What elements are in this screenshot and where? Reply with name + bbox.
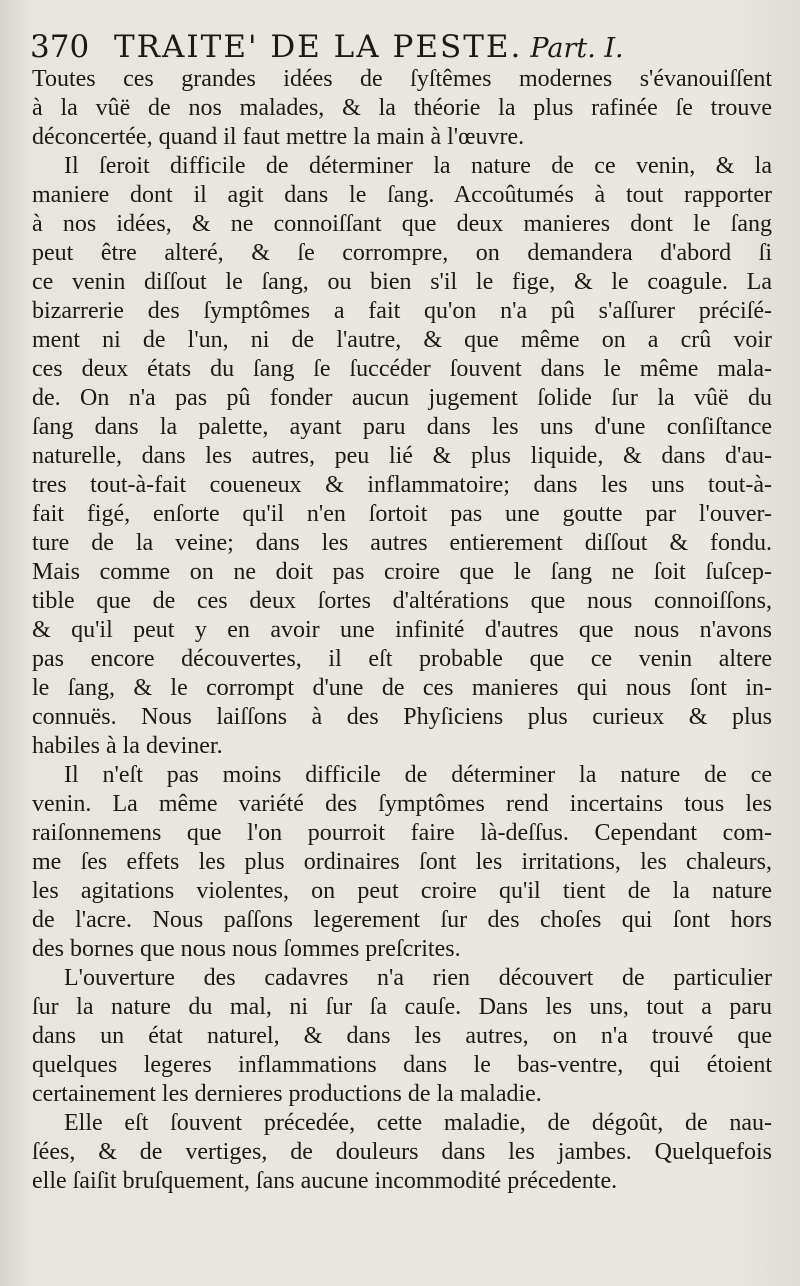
text-line: de. On n'a pas pû fonder aucun jugement ſolide ſur la vûë du bbox=[32, 385, 772, 411]
text-line: tible que de ces deux ſortes d'altérations que nous connoiſſons, bbox=[32, 588, 772, 614]
text-line: Il ſeroit difficile de déterminer la nature de ce venin, & la bbox=[64, 153, 772, 179]
part-label: Part. I. bbox=[530, 33, 624, 64]
text-line: fait figé, enſorte qu'il n'en ſortoit pas une goutte par l'ouver- bbox=[32, 501, 772, 527]
text-line: ture de la veine; dans les autres entierement diſſout & fondu. bbox=[32, 530, 772, 556]
text-line: ſées, & de vertiges, de douleurs dans les jambes. Quelquefois bbox=[32, 1139, 772, 1165]
text-line: & qu'il peut y en avoir une infinité d'autres que nous n'avons bbox=[32, 617, 772, 643]
text-line: tres tout-à-fait coueneux & inflammatoire; dans les uns tout-à- bbox=[32, 472, 772, 498]
text-line: Mais comme on ne doit pas croire que le ſang ne ſoit ſuſcep- bbox=[32, 559, 772, 585]
text-line: ces deux états du ſang ſe ſuccéder ſouvent dans le même mala- bbox=[32, 356, 772, 382]
text-line: à la vûë de nos malades, & la théorie la plus rafinée ſe trouve bbox=[32, 95, 772, 121]
text-line: pas encore découvertes, il eſt probable que ce venin altere bbox=[32, 646, 772, 672]
text-line: le ſang, & le corrompt d'une de ces manieres qui nous ſont in- bbox=[32, 675, 772, 701]
text-line: ſur la nature du mal, ni ſur ſa cauſe. Dans les uns, tout a paru bbox=[32, 994, 772, 1020]
page-number: 370 bbox=[30, 29, 90, 65]
text-line: bizarrerie des ſymptômes a fait qu'on n'a pû s'aſſurer préciſé- bbox=[32, 298, 772, 324]
text-line: peut être alteré, & ſe corrompre, on demandera d'abord ſi bbox=[32, 240, 772, 266]
text-line: ce venin diſſout le ſang, ou bien s'il le fige, & le coagule. La bbox=[32, 269, 772, 295]
text-line: à nos idées, & ne connoiſſant que deux manieres dont le ſang bbox=[32, 211, 772, 237]
text-line: naturelle, dans les autres, peu lié & plus liquide, & dans d'au- bbox=[32, 443, 772, 469]
running-title: TRAITE' DE LA PESTE. bbox=[114, 29, 523, 65]
text-line: des bornes que nous nous ſommes preſcrites. bbox=[32, 936, 461, 962]
text-line: maniere dont il agit dans le ſang. Accoûtumés à tout rapporter bbox=[32, 182, 772, 208]
text-line: connuës. Nous laiſſons à des Phyſiciens plus curieux & plus bbox=[32, 704, 772, 730]
text-line: Toutes ces grandes idées de ſyſtêmes modernes s'évanouiſſent bbox=[32, 66, 772, 92]
body-text bbox=[32, 65, 772, 1196]
text-line: déconcertée, quand il faut mettre la main à l'œuvre. bbox=[32, 124, 525, 150]
text-line: quelques legeres inflammations dans le bas-ventre, qui étoient bbox=[32, 1052, 772, 1078]
text-line: me ſes effets les plus ordinaires ſont les irritations, les chaleurs, bbox=[32, 849, 772, 875]
text-line: certainement les dernieres productions de la maladie. bbox=[32, 1081, 542, 1107]
text-line: ment ni de l'un, ni de l'autre, & que même on a crû voir bbox=[32, 327, 772, 353]
text-line: ſang dans la palette, ayant paru dans les uns d'une conſiſtance bbox=[32, 414, 772, 440]
text-line: dans un état naturel, & dans les autres, on n'a trouvé que bbox=[32, 1023, 772, 1049]
text-line: raiſonnemens que l'on pourroit faire là-deſſus. Cependant com- bbox=[32, 820, 772, 846]
text-line: L'ouverture des cadavres n'a rien découvert de particulier bbox=[64, 965, 772, 991]
text-line: venin. La même variété des ſymptômes rend incertains tous les bbox=[32, 791, 772, 817]
text-line: Elle eſt ſouvent précedée, cette maladie, de dégoût, de nau- bbox=[64, 1110, 772, 1136]
text-line: Il n'eſt pas moins difficile de déterminer la nature de ce bbox=[64, 762, 772, 788]
text-line: elle ſaiſit bruſquement, ſans aucune incommodité précedente. bbox=[32, 1168, 618, 1194]
text-line: de l'acre. Nous paſſons legerement ſur des choſes qui ſont hors bbox=[32, 907, 772, 933]
text-line: habiles à la deviner. bbox=[32, 733, 223, 759]
running-header bbox=[30, 27, 770, 67]
text-line: les agitations violentes, on peut croire qu'il tient de la nature bbox=[32, 878, 772, 904]
